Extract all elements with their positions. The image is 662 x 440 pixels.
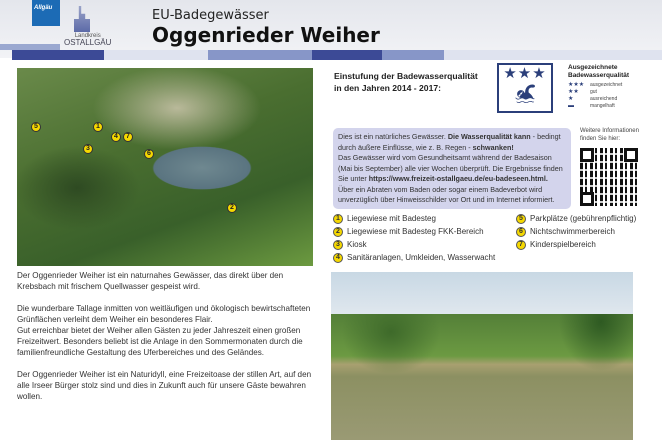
legend-label: mangelhaft [590,103,615,109]
quality-heading-line: Einstufung der Badewasserqualität [334,71,478,81]
description-paragraph: Der Oggenrieder Weiher ist ein Naturidyll, eine Freizeitoase der stillen Art, auf den alle Irseer Bürger stolz sind und dies in Zukunft auch für unsere Gäste bewahren wollen. [17,370,312,401]
description-paragraph: Gut erreichbar bietet der Weiher allen Gästen zu jeder Jahreszeit einen großen Freizeitwert. Besonders beliebt ist die Anlage in den Sommermonaten durch die familienfreundliche Gestaltung des Uferbereiches und des Geländes. [17,326,303,357]
info-text: - bedingt durch äußere Einflüsse, wie z. B. Regen - [338,132,561,152]
map-marker: 5 [31,122,41,132]
number-icon: 4 [333,253,343,263]
facilities-list [516,212,636,251]
header-stripe [382,50,444,60]
header-stripe [312,50,382,60]
header-stripe [12,50,104,60]
list-item [516,225,636,238]
list-item [516,238,636,251]
description [17,270,317,413]
legend-title: Ausgezeichnete Badewasserqualität [568,64,630,79]
list-item-label: Liegewiese mit Badesteg [347,214,436,223]
qr-finder [580,192,594,206]
number-icon: 6 [516,227,526,237]
header-stripe [444,50,662,60]
allgaeu-logo: Allgäu [32,0,60,26]
description-paragraph: Der Oggenrieder Weiher ist ein naturnahes Gewässer, das direkt über den Krebsbach mit frischem Quellwasser gespeist wird. [17,271,284,291]
map-marker: 1 [93,122,103,132]
qr-label: Weitere Informationen finden Sie hier: [580,128,639,142]
star-rating-icon: ★★★ [503,65,547,82]
number-icon: 3 [333,240,343,250]
list-item-label: Kinderspielbereich [530,240,596,249]
map-marker: 2 [227,203,237,213]
number-icon: 1 [333,214,343,224]
list-item-label: Sanitäranlagen, Umkleiden, Wasserwacht [347,253,496,262]
legend-row [568,96,660,103]
quality-heading [334,70,492,94]
list-item [333,212,495,225]
qr-code[interactable] [580,148,638,206]
list-item [333,251,495,264]
legend-mark: ★ [568,96,574,102]
legend-label: gut [590,89,597,95]
list-item [333,225,495,238]
quality-legend [568,64,660,110]
page-title: Oggenrieder Weiher [152,23,380,47]
quality-badge [497,63,553,113]
legend-mark: ★★★ [568,82,585,88]
info-text: Über ein Abraten vom Baden oder sogar einem Badeverbot wird unverzüglich über Hinweisschilder vor Ort und im Internet informiert. [338,184,555,204]
qr-finder [624,148,638,162]
water-quality-info-box [333,128,571,209]
landkreis-logo-text [64,33,111,47]
map-marker: 7 [123,132,133,142]
legend-row [568,89,660,96]
list-item-label: Liegewiese mit Badesteg FKK-Bereich [347,227,484,236]
lake-photo [331,272,633,440]
legend-row [568,103,660,110]
list-item [333,238,495,251]
legend-label: ausgezeichnet [590,82,623,88]
list-item-label: Nichtschwimmerbereich [530,227,615,236]
info-bold: schwanken! [472,142,514,152]
header-stripe [208,50,312,60]
list-item [516,212,636,225]
map-marker: 6 [144,149,154,159]
list-item-label: Kiosk [347,240,367,249]
info-text: Das Gewässer wird vom Gesundheitsamt während der Badesaison (Mai bis September) alle vier Wochen überprüft. Die Ergebnisse finden Sie unter [338,153,563,183]
facilities-list [333,212,495,264]
number-icon: 2 [333,227,343,237]
swimmer-icon: 🏊︎ [513,84,537,104]
qr-finder [580,148,594,162]
description-paragraph: Die wunderbare Tallage inmitten von weitläufigen und ökologisch bewirtschafteten Grünflächen verleiht dem Weiher ein besonderes Flair. [17,304,311,324]
map-marker: 3 [83,144,93,154]
info-text: Dies ist ein natürliches Gewässer. [338,132,448,141]
header-stripe [104,50,208,60]
info-bold: Die Wasserqualität kann [447,132,531,141]
legend-label: ausreichend [590,96,618,102]
map-marker: 4 [111,132,121,142]
quality-heading-line: in den Jahren 2014 - 2017: [334,83,441,93]
page-subtitle: EU-Badegewässer [152,8,269,23]
aerial-photo [17,68,313,266]
legend-mark: ▬ [568,103,574,109]
number-icon: 7 [516,240,526,250]
legend-mark: ★★ [568,89,579,95]
legend-row [568,82,660,89]
logo-landkreis: Landkreis [74,33,101,39]
number-icon: 5 [516,214,526,224]
list-item-label: Parkplätze (gebührenpflichtig) [530,214,637,223]
info-url-link[interactable]: https://www.freizeit-ostallgaeu.de/eu-badeseen.html. [368,174,548,183]
logo-ostallgaeu: OSTALLGÄU [64,38,112,47]
